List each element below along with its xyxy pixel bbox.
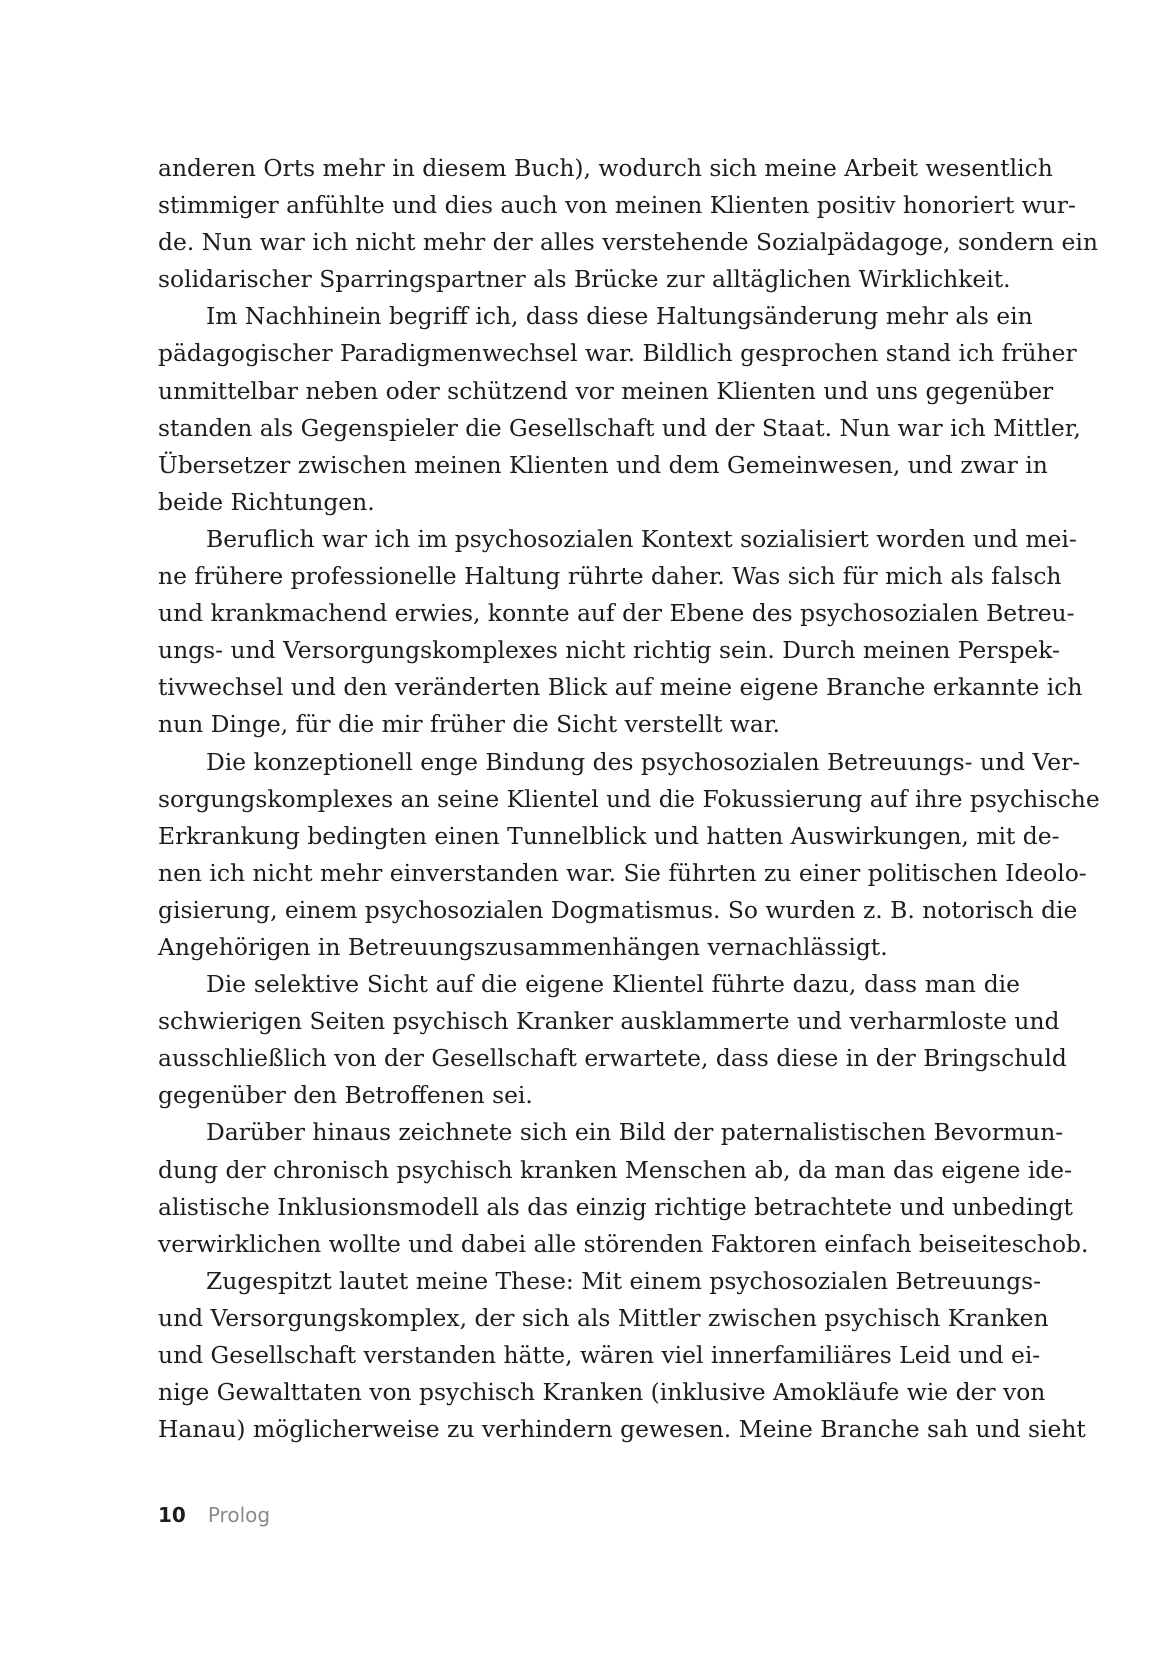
paragraph-7 bbox=[158, 1263, 1086, 1448]
text-line: ne frühere professionelle Haltung rührte daher. Was sich für mich als falsch bbox=[158, 562, 1062, 591]
text-line: nige Gewalttaten von psychisch Kranken (inklusive Amokläufe wie der von bbox=[158, 1378, 1046, 1407]
text-line: alistische Inklusionsmodell als das einzig richtige betrachtete und unbedingt bbox=[158, 1192, 1073, 1221]
paragraph-1 bbox=[158, 150, 1098, 298]
paragraph-5 bbox=[158, 966, 1067, 1114]
paragraph-4 bbox=[158, 744, 1100, 967]
text-line: schwierigen Seiten psychisch Kranker ausklammerte und verharmloste und bbox=[158, 1007, 1060, 1036]
text-line: Im Nachhinein begriff ich, dass diese Haltungsänderung mehr als ein bbox=[206, 302, 1033, 331]
text-line: Angehörigen in Betreuungszusammenhängen vernachlässigt. bbox=[158, 932, 888, 961]
text-line: Die selektive Sicht auf die eigene Klientel führte dazu, dass man die bbox=[206, 970, 1020, 999]
text-line: nen ich nicht mehr einverstanden war. Sie führten zu einer politischen Ideolo- bbox=[158, 858, 1087, 887]
text-line: ausschließlich von der Gesellschaft erwartete, dass diese in der Bringschuld bbox=[158, 1044, 1067, 1073]
paragraph-2 bbox=[158, 298, 1081, 521]
text-line: gisierung, einem psychosozialen Dogmatismus. So wurden z. B. notorisch die bbox=[158, 895, 1078, 924]
page-number: 10 bbox=[158, 1503, 186, 1527]
running-head: Prolog bbox=[207, 1503, 271, 1527]
text-line: dung der chronisch psychisch kranken Menschen ab, da man das eigene ide- bbox=[158, 1155, 1073, 1184]
text-line: beide Richtungen. bbox=[158, 487, 375, 516]
text-line: und Versorgungskomplex, der sich als Mittler zwischen psychisch Kranken bbox=[158, 1303, 1049, 1332]
paragraph-6 bbox=[158, 1114, 1089, 1262]
text-line: Die konzeptionell enge Bindung des psychosozialen Betreuungs- und Ver- bbox=[206, 747, 1081, 776]
text-line: pädagogischer Paradigmenwechsel war. Bildlich gesprochen stand ich früher bbox=[158, 339, 1077, 368]
text-line: stimmiger anfühlte und dies auch von meinen Klienten positiv honoriert wur- bbox=[158, 191, 1076, 220]
text-line: standen als Gegenspieler die Gesellschaft und der Staat. Nun war ich Mittler, bbox=[158, 413, 1081, 442]
text-line: tivwechsel und den veränderten Blick auf meine eigene Branche erkannte ich bbox=[158, 673, 1083, 702]
page-footer bbox=[158, 1503, 270, 1527]
text-line: Übersetzer zwischen meinen Klienten und dem Gemeinwesen, und zwar in bbox=[158, 450, 1048, 479]
body-text bbox=[158, 150, 1100, 1448]
text-line: ungs- und Versorgungskomplexes nicht richtig sein. Durch meinen Perspek- bbox=[158, 636, 1060, 665]
text-line: Hanau) möglicherweise zu verhindern gewesen. Meine Branche sah und sieht bbox=[158, 1415, 1086, 1444]
text-line: Darüber hinaus zeichnete sich ein Bild der paternalistischen Bevormun- bbox=[206, 1118, 1064, 1147]
text-line: Zugespitzt lautet meine These: Mit einem psychosozialen Betreuungs- bbox=[206, 1266, 1041, 1295]
text-line: gegenüber den Betroffenen sei. bbox=[158, 1081, 533, 1110]
text-line: de. Nun war ich nicht mehr der alles verstehende Sozialpädagoge, sondern ein bbox=[158, 228, 1098, 257]
text-line: Erkrankung bedingten einen Tunnelblick und hatten Auswirkungen, mit de- bbox=[158, 821, 1060, 850]
paragraph-3 bbox=[158, 521, 1083, 744]
text-line: sorgungskomplexes an seine Klientel und die Fokussierung auf ihre psychische bbox=[158, 784, 1100, 813]
text-line: unmittelbar neben oder schützend vor meinen Klienten und uns gegenüber bbox=[158, 376, 1054, 405]
text-line: nun Dinge, für die mir früher die Sicht verstellt war. bbox=[158, 710, 780, 739]
text-line: anderen Orts mehr in diesem Buch), wodurch sich meine Arbeit wesentlich bbox=[158, 154, 1053, 182]
text-line: und krankmachend erwies, konnte auf der Ebene des psychosozialen Betreu- bbox=[158, 599, 1075, 628]
text-line: Beruflich war ich im psychosozialen Kontext sozialisiert worden und mei- bbox=[206, 524, 1077, 553]
text-line: und Gesellschaft verstanden hätte, wären viel innerfamiliäres Leid und ei- bbox=[158, 1341, 1041, 1369]
text-line: solidarischer Sparringspartner als Brücke zur alltäglichen Wirklichkeit. bbox=[158, 265, 1011, 294]
text-line: verwirklichen wollte und dabei alle störenden Faktoren einfach beiseiteschob. bbox=[158, 1229, 1089, 1258]
